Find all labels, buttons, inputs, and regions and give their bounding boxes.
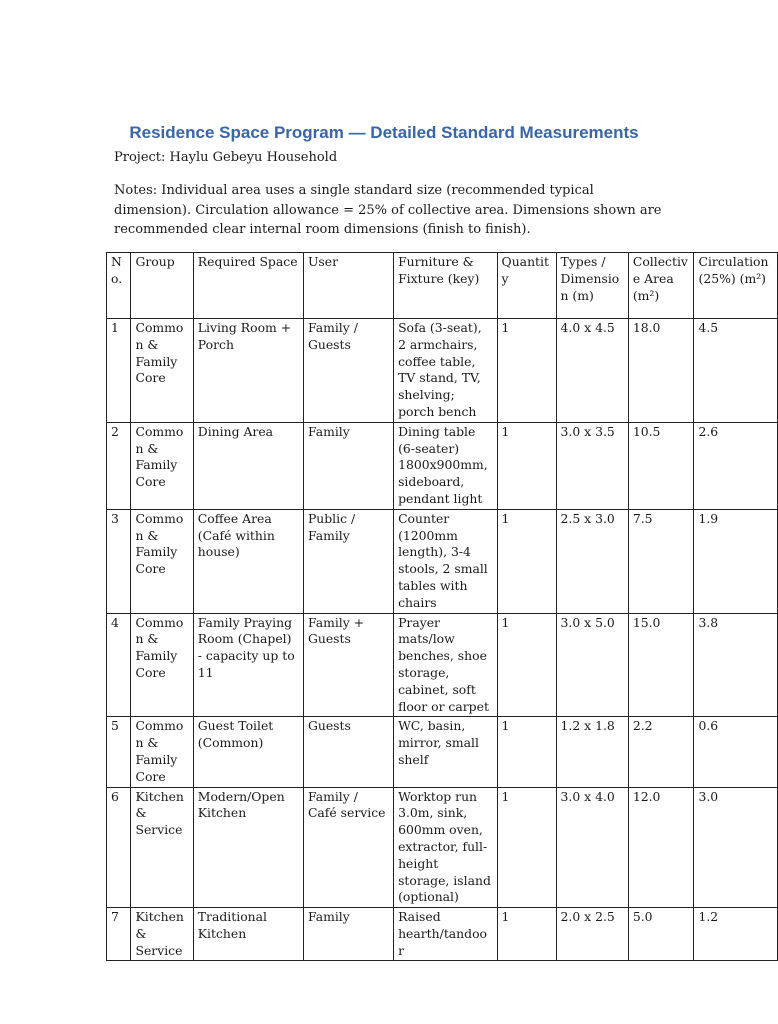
cell-furniture: WC, basin, mirror, small shelf [394, 717, 497, 787]
cell-collective-area: 12.0 [628, 787, 694, 908]
cell-group: Common & Family Core [131, 319, 193, 423]
cell-circulation: 1.9 [694, 509, 778, 613]
cell-no: 6 [107, 787, 131, 908]
cell-furniture: Worktop run 3.0m, sink, 600mm oven, extractor, full-height storage, island (optional) [394, 787, 497, 908]
table-row [107, 509, 778, 613]
cell-furniture: Prayer mats/low benches, shoe storage, cabinet, soft floor or carpet [394, 613, 497, 717]
cell-no: 5 [107, 717, 131, 787]
table-row [107, 613, 778, 717]
cell-circulation: 1.2 [694, 908, 778, 961]
cell-group: Kitchen & Service [131, 787, 193, 908]
header-no: No. [107, 253, 131, 319]
document-title: Residence Space Program — Detailed Standard Measurements [129, 123, 639, 142]
cell-dimension: 3.0 x 4.0 [556, 787, 628, 908]
cell-collective-area: 2.2 [628, 717, 694, 787]
header-circulation: Circulation (25%) (m²) [694, 253, 778, 319]
cell-dimension: 2.0 x 2.5 [556, 908, 628, 961]
table-row [107, 319, 778, 423]
cell-circulation: 3.0 [694, 787, 778, 908]
cell-group: Common & Family Core [131, 717, 193, 787]
cell-furniture: Raised hearth/tandoor [394, 908, 497, 961]
cell-quantity: 1 [497, 787, 556, 908]
cell-required-space: Family Praying Room (Chapel) - capacity up to 11 [193, 613, 303, 717]
cell-required-space: Coffee Area (Café within house) [193, 509, 303, 613]
cell-no: 2 [107, 422, 131, 509]
cell-collective-area: 18.0 [628, 319, 694, 423]
project-line: Project: Haylu Gebeyu Household [114, 150, 338, 165]
table-header-row [107, 253, 778, 319]
cell-group: Common & Family Core [131, 613, 193, 717]
cell-group: Common & Family Core [131, 509, 193, 613]
cell-furniture: Dining table (6-seater) 1800x900mm, sideboard, pendant light [394, 422, 497, 509]
cell-group: Kitchen & Service [131, 908, 193, 961]
cell-user: Guests [303, 717, 393, 787]
cell-collective-area: 7.5 [628, 509, 694, 613]
cell-circulation: 2.6 [694, 422, 778, 509]
cell-no: 1 [107, 319, 131, 423]
cell-collective-area: 5.0 [628, 908, 694, 961]
cell-quantity: 1 [497, 509, 556, 613]
cell-quantity: 1 [497, 422, 556, 509]
cell-user: Family / Guests [303, 319, 393, 423]
cell-dimension: 2.5 x 3.0 [556, 509, 628, 613]
cell-collective-area: 10.5 [628, 422, 694, 509]
cell-user: Family [303, 908, 393, 961]
cell-quantity: 1 [497, 319, 556, 423]
cell-required-space: Traditional Kitchen [193, 908, 303, 961]
cell-furniture: Counter (1200mm length), 3-4 stools, 2 small tables with chairs [394, 509, 497, 613]
cell-circulation: 0.6 [694, 717, 778, 787]
cell-user: Family + Guests [303, 613, 393, 717]
cell-dimension: 3.0 x 5.0 [556, 613, 628, 717]
cell-no: 3 [107, 509, 131, 613]
cell-required-space: Guest Toilet (Common) [193, 717, 303, 787]
table-row [107, 422, 778, 509]
cell-dimension: 1.2 x 1.8 [556, 717, 628, 787]
header-quantity: Quantity [497, 253, 556, 319]
header-collective-area: Collective Area (m²) [628, 253, 694, 319]
header-user: User [303, 253, 393, 319]
cell-circulation: 4.5 [694, 319, 778, 423]
notes-paragraph: Notes: Individual area uses a single standard size (recommended typical dimension). Circulation allowance = 25% of collective area. Dimensions shown are recommended clear internal room dimensions (finish to finish). [114, 183, 662, 237]
cell-circulation: 3.8 [694, 613, 778, 717]
cell-required-space: Dining Area [193, 422, 303, 509]
table-row [107, 717, 778, 787]
cell-furniture: Sofa (3-seat), 2 armchairs, coffee table, TV stand, TV, shelving; porch bench [394, 319, 497, 423]
header-required-space: Required Space [193, 253, 303, 319]
cell-user: Public / Family [303, 509, 393, 613]
header-dimension: Types / Dimension (m) [556, 253, 628, 319]
table-row [107, 787, 778, 908]
header-furniture: Furniture & Fixture (key) [394, 253, 497, 319]
cell-quantity: 1 [497, 908, 556, 961]
cell-quantity: 1 [497, 717, 556, 787]
table-row [107, 908, 778, 961]
space-program-table-container [106, 252, 769, 958]
cell-user: Family / Café service [303, 787, 393, 908]
cell-dimension: 3.0 x 3.5 [556, 422, 628, 509]
space-program-table [106, 252, 778, 961]
cell-no: 7 [107, 908, 131, 961]
cell-quantity: 1 [497, 613, 556, 717]
cell-required-space: Modern/Open Kitchen [193, 787, 303, 908]
cell-dimension: 4.0 x 4.5 [556, 319, 628, 423]
cell-no: 4 [107, 613, 131, 717]
cell-required-space: Living Room + Porch [193, 319, 303, 423]
cell-collective-area: 15.0 [628, 613, 694, 717]
cell-group: Common & Family Core [131, 422, 193, 509]
header-group: Group [131, 253, 193, 319]
cell-user: Family [303, 422, 393, 509]
